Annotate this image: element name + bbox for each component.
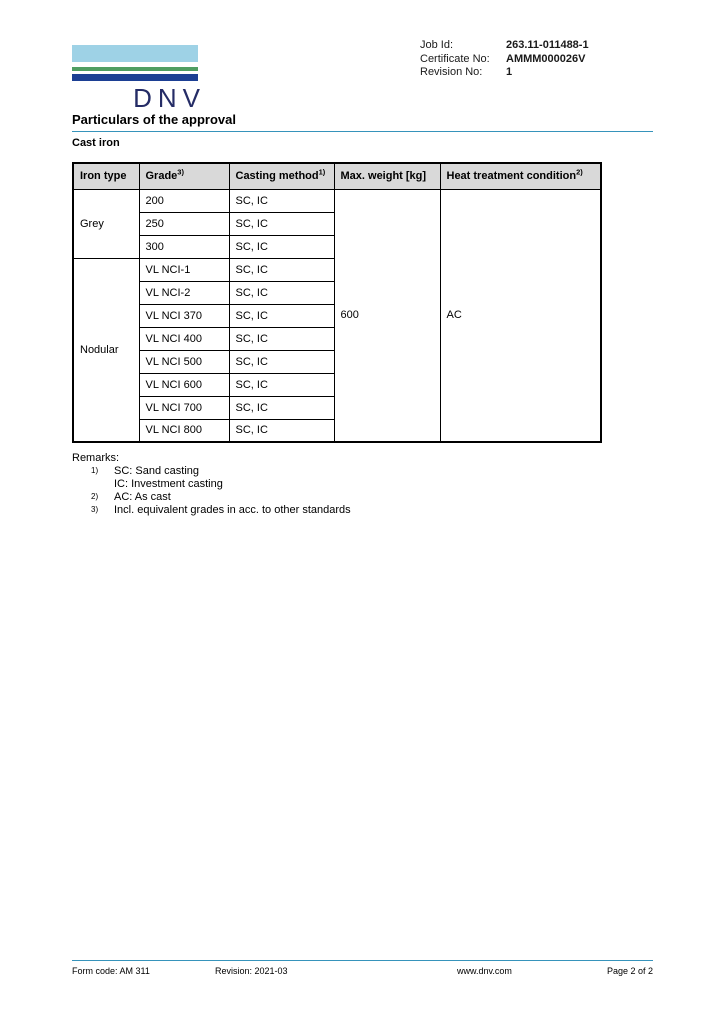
grade-cell: VL NCI 500 [139, 350, 229, 373]
casting-method-cell: SC, IC [229, 189, 334, 212]
col-header-iron-type [73, 163, 139, 189]
remark-text: AC: As cast [114, 491, 171, 503]
remark-ref-2: 2) [91, 492, 99, 501]
approval-table [72, 162, 602, 443]
remarks-title: Remarks: [72, 452, 120, 464]
grade-cell: VL NCI 800 [139, 419, 229, 442]
certificate-no-label: Certificate No: [420, 52, 490, 65]
remark-item [72, 504, 351, 517]
certificate-no-value: AMMM000026V [506, 52, 586, 65]
col-header-max-weight-label: Max. weight [kg] [340, 170, 427, 183]
col-header-heat-treatment-label: Heat treatment condition [446, 170, 577, 183]
page-footer [72, 960, 653, 978]
col-header-casting-method-sup: 1) [318, 167, 326, 177]
grade-cell: 300 [139, 235, 229, 258]
table-row [73, 189, 601, 212]
grade-cell: VL NCI 600 [139, 373, 229, 396]
approval-table-head [73, 163, 601, 189]
remark-text: SC: Sand casting [114, 465, 199, 477]
casting-method-cell: SC, IC [229, 419, 334, 442]
table-caption: Cast iron [72, 137, 120, 149]
job-id-label: Job Id: [420, 39, 454, 51]
casting-method-cell: SC, IC [229, 327, 334, 350]
iron-type-cell-grey: Grey [73, 189, 139, 258]
job-id-value: 263.11-011488-1 [506, 39, 589, 51]
casting-method-cell: SC, IC [229, 304, 334, 327]
grade-cell: VL NCI 700 [139, 396, 229, 419]
col-header-heat-treatment-sup: 2) [576, 167, 583, 177]
col-header-grade [139, 163, 229, 189]
casting-method-cell: SC, IC [229, 281, 334, 304]
remark-text: Incl. equivalent grades in acc. to other standards [114, 504, 351, 516]
page-title: Particulars of the approval [72, 112, 653, 132]
dnv-logo [72, 45, 206, 114]
casting-method-cell: SC, IC [229, 396, 334, 419]
header-row [73, 163, 601, 189]
col-header-grade-label: Grade [145, 170, 178, 183]
col-header-max-weight [334, 163, 440, 189]
meta-row-revision-no [420, 66, 589, 80]
casting-method-cell: SC, IC [229, 212, 334, 235]
remark-ref-3: 3) [91, 505, 99, 514]
grade-cell: 250 [139, 212, 229, 235]
remark-ref-1: 1) [91, 466, 99, 475]
col-header-grade-sup: 3) [177, 167, 184, 177]
logo-wordmark: DNV [133, 83, 206, 113]
casting-method-cell: SC, IC [229, 235, 334, 258]
meta-row-certificate-no [420, 53, 589, 67]
footer-form-code: Form code: AM 311 [72, 966, 150, 976]
logo-green-bar [72, 67, 198, 71]
grade-cell: 200 [139, 189, 229, 212]
heat-treatment-cell: AC [440, 189, 601, 442]
col-header-heat-treatment [440, 163, 601, 189]
iron-type-cell-nodular: Nodular [73, 258, 139, 442]
approval-table-body [73, 189, 601, 442]
revision-no-label: Revision No: [420, 66, 483, 78]
grade-cell: VL NCI-2 [139, 281, 229, 304]
remark-ref-blank [91, 477, 114, 490]
col-header-casting-method [229, 163, 334, 189]
meta-row-job-id [420, 39, 589, 53]
max-weight-cell: 600 [334, 189, 440, 442]
casting-method-cell: SC, IC [229, 373, 334, 396]
remark-text: IC: Investment casting [114, 478, 223, 490]
casting-method-cell: SC, IC [229, 350, 334, 373]
remarks-section [72, 452, 351, 517]
grade-cell: VL NCI 400 [139, 327, 229, 350]
grade-cell: VL NCI 370 [139, 304, 229, 327]
grade-cell: VL NCI-1 [139, 258, 229, 281]
footer-revision: Revision: 2021-03 [215, 966, 288, 976]
col-header-casting-method-label: Casting method [235, 170, 319, 183]
document-meta [420, 39, 589, 80]
col-header-iron-type-label: Iron type [80, 170, 127, 183]
casting-method-cell: SC, IC [229, 258, 334, 281]
footer-website: www.dnv.com [457, 966, 512, 976]
footer-page-number: Page 2 of 2 [606, 966, 653, 976]
logo-navy-bar [72, 74, 198, 81]
revision-no-value: 1 [506, 66, 513, 78]
logo-light-blue-bar [72, 45, 198, 62]
